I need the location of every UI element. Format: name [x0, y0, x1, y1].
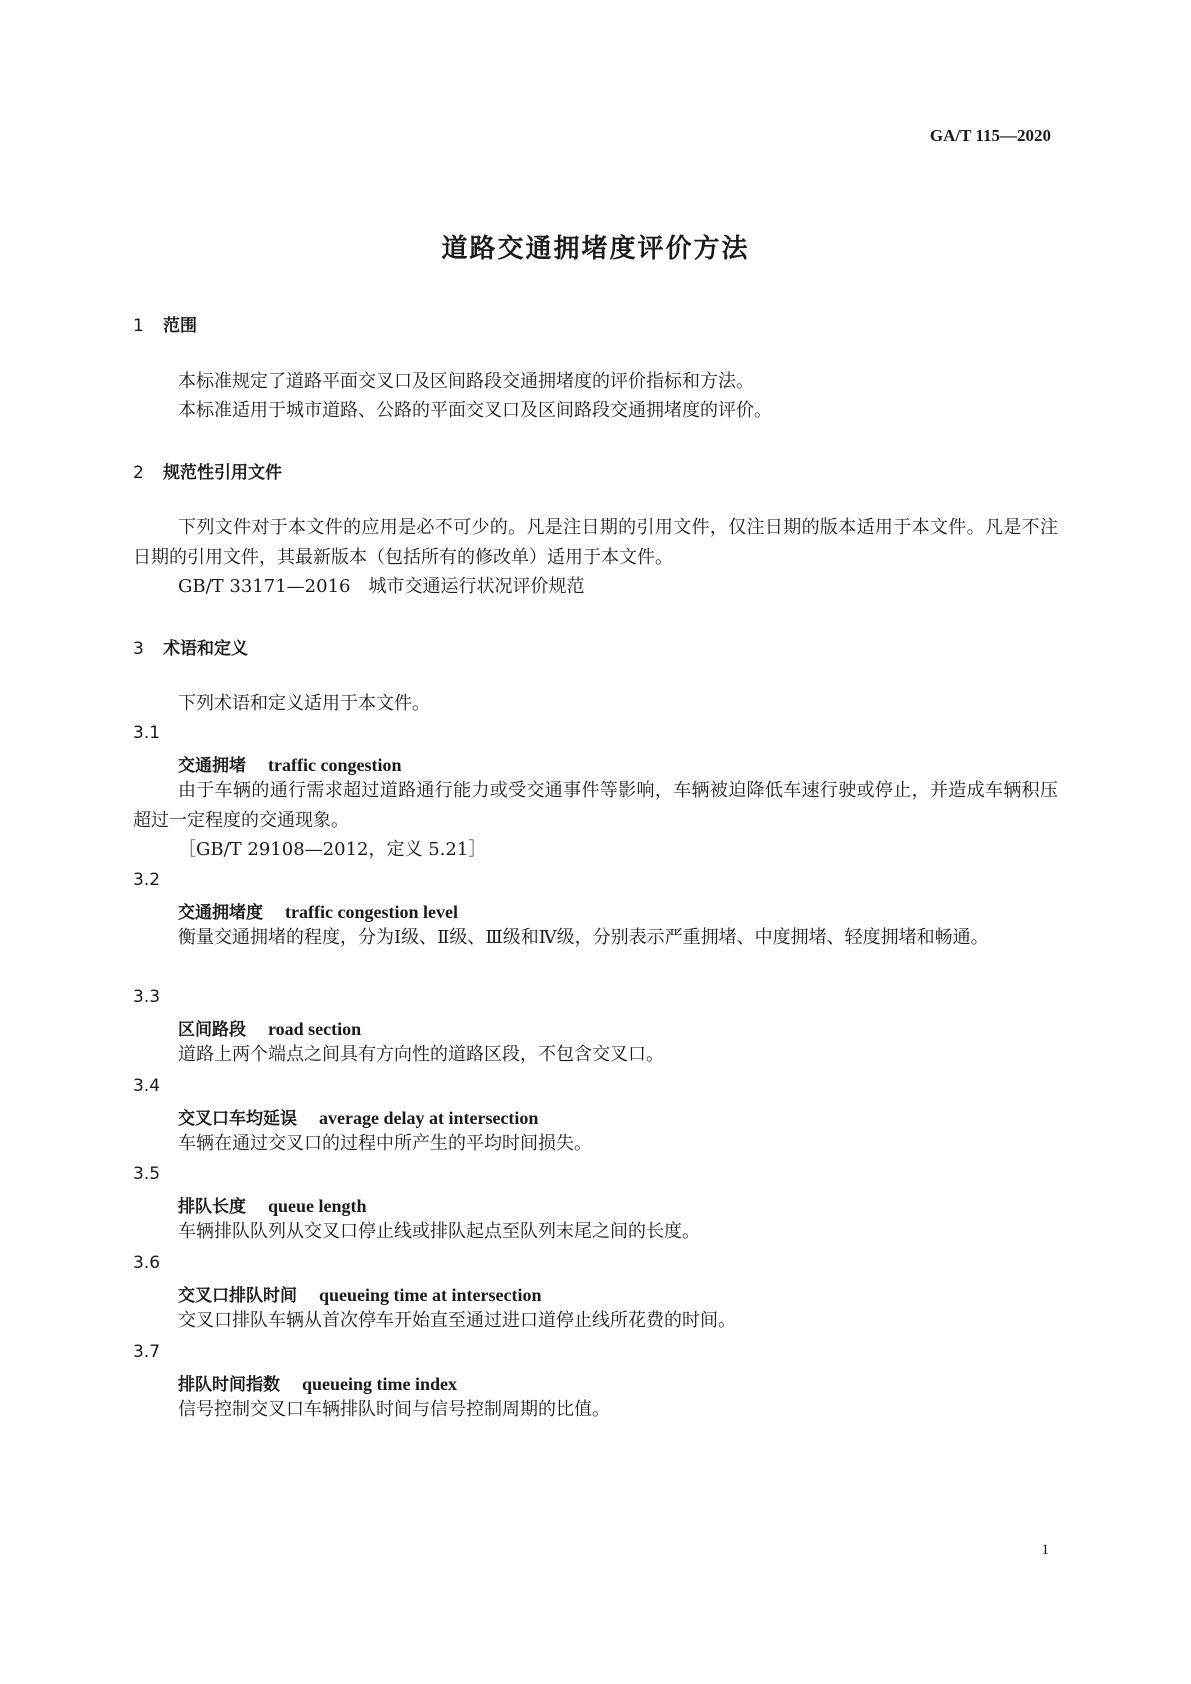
term-en: queue length: [268, 1196, 367, 1216]
paragraph: 本标准规定了道路平面交叉口及区间路段交通拥堵度的评价指标和方法。: [178, 371, 754, 392]
page-number: 1: [1041, 1542, 1049, 1558]
term-zh: 交叉口排队时间: [178, 1286, 297, 1306]
term-en: queueing time at intersection: [319, 1285, 542, 1305]
paragraph: 下列术语和定义适用于本文件。: [178, 693, 430, 714]
section-number: 1: [133, 316, 144, 336]
document-title: 道路交通拥堵度评价方法: [441, 234, 750, 264]
standard-code: GA/T 115—2020: [929, 126, 1051, 145]
term-zh: 排队时间指数: [178, 1375, 280, 1395]
term-en: average delay at intersection: [319, 1108, 539, 1128]
normative-reference: GB/T 33171—2016 城市交通运行状况评价规范: [178, 576, 585, 597]
term-number: 3.4: [133, 1076, 161, 1096]
section-number: 2: [133, 463, 144, 483]
section-3-heading: [133, 634, 248, 659]
term-en: road section: [268, 1019, 362, 1039]
term-title: [178, 1370, 457, 1395]
section-title: 规范性引用文件: [163, 463, 282, 483]
term-en: queueing time index: [302, 1374, 458, 1394]
term-number: 3.3: [133, 987, 161, 1007]
term-number: 3.2: [133, 870, 161, 890]
term-definition: 交叉口排队车辆从首次停车开始直至通过进口道停止线所花费的时间。: [178, 1310, 736, 1331]
term-number: 3.1: [133, 723, 161, 743]
term-definition: 信号控制交叉口车辆排队时间与信号控制周期的比值。: [178, 1399, 610, 1420]
term-source: ［GB/T 29108—2012，定义 5.21］: [178, 839, 487, 860]
term-zh: 交叉口车均延误: [178, 1109, 297, 1129]
section-2-heading: [133, 458, 282, 483]
term-definition: 由于车辆的通行需求超过道路通行能力或受交通事件等影响，车辆被迫降低车速行驶或停止，并造成车辆积压超过一定程度的交通现象。: [133, 780, 1058, 831]
term-title: [178, 1281, 541, 1306]
section-title: 范围: [163, 316, 197, 336]
section-number: 3: [133, 639, 144, 659]
term-number: 3.5: [133, 1164, 161, 1184]
term-zh: 排队长度: [178, 1197, 246, 1217]
term-definition: 车辆排队队列从交叉口停止线或排队起点至队列末尾之间的长度。: [178, 1221, 700, 1242]
paragraph: 下列文件对于本文件的应用是必不可少的。凡是注日期的引用文件，仅注日期的版本适用于本文件。凡是不注日期的引用文件，其最新版本（包括所有的修改单）适用于本文件。: [133, 517, 1058, 568]
term-title: [178, 1015, 361, 1040]
term-number: 3.6: [133, 1253, 161, 1273]
term-definition: 车辆在通过交叉口的过程中所产生的平均时间损失。: [178, 1133, 592, 1154]
term-en: traffic congestion: [268, 755, 402, 775]
term-number: 3.7: [133, 1342, 161, 1362]
term-en: traffic congestion level: [285, 902, 458, 922]
section-1-heading: [133, 311, 197, 336]
term-title: [178, 1104, 538, 1129]
term-definition: 道路上两个端点之间具有方向性的道路区段，不包含交叉口。: [178, 1044, 664, 1065]
term-title: [178, 1192, 367, 1217]
paragraph: 本标准适用于城市道路、公路的平面交叉口及区间路段交通拥堵度的评价。: [178, 400, 772, 421]
term-definition: 衡量交通拥堵的程度，分为Ⅰ级、Ⅱ级、Ⅲ级和Ⅳ级，分别表示严重拥堵、中度拥堵、轻度拥堵和畅通。: [178, 927, 989, 948]
term-zh: 交通拥堵: [178, 756, 246, 776]
term-zh: 区间路段: [178, 1020, 246, 1040]
section-title: 术语和定义: [163, 639, 248, 659]
term-zh: 交通拥堵度: [178, 903, 263, 923]
term-title: [178, 898, 458, 923]
term-title: [178, 751, 401, 776]
